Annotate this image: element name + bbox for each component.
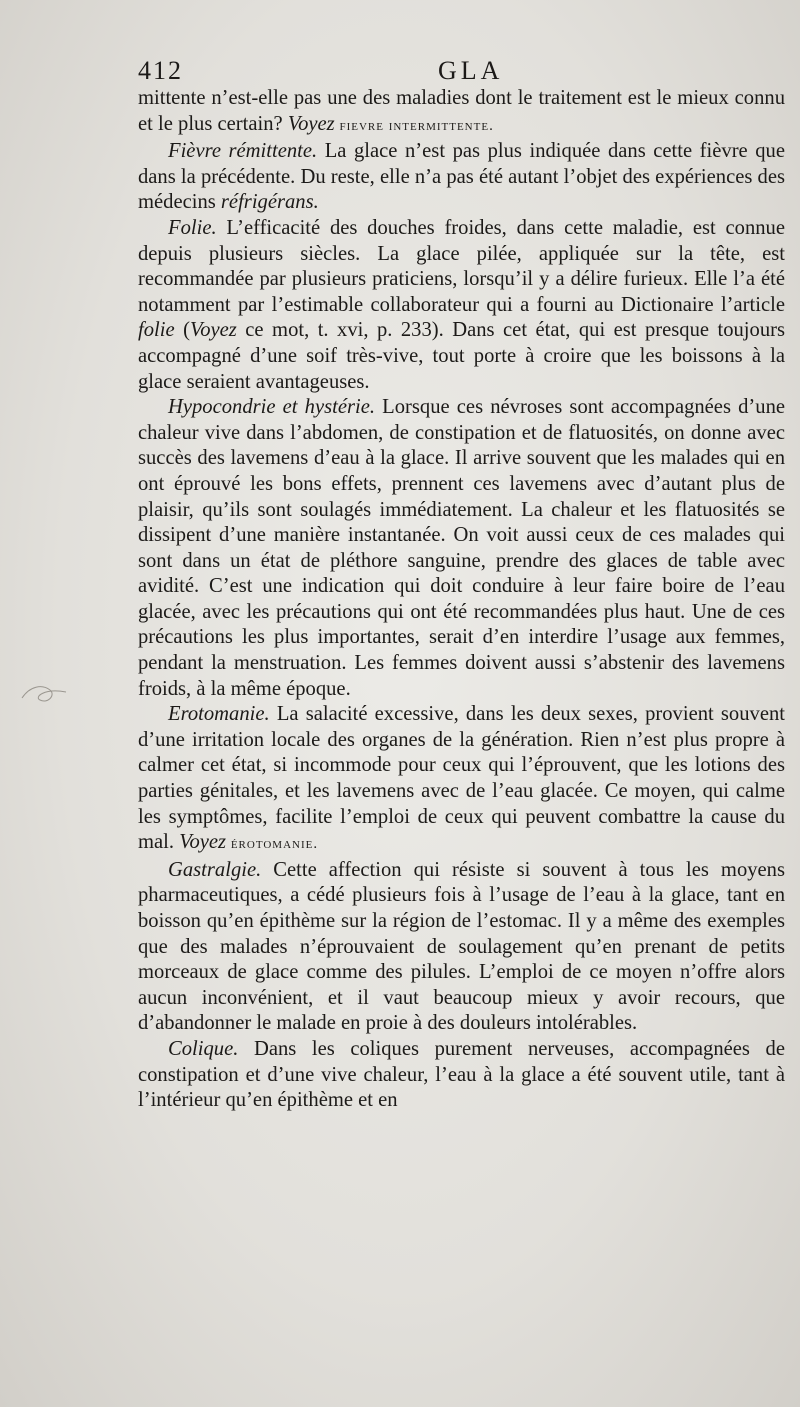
small-caps-text: fievre intermittente. (334, 117, 494, 134)
page-header (138, 56, 788, 86)
italic-text: Voyez (287, 112, 335, 135)
italic-text: Gastralgie. (168, 858, 262, 881)
margin-pencil-mark (20, 680, 70, 710)
paragraph (138, 1037, 785, 1114)
paragraph (138, 858, 785, 1037)
small-caps-text: érotomanie. (226, 836, 319, 853)
italic-text: Hypocondrie et hystérie. (168, 396, 376, 419)
page-body (138, 86, 785, 1114)
text-run: Cette affection qui résiste si souvent à tous les moyens pharmaceutiques, a cédé plusieurs fois à l’usage de l’eau à la glace, tant en boisson qu’en épithème sur la région de l’estomac. Il y a même des exemples que des malades n’éprouvaient de soulagement qu’en prenant de petits morceaux de glace comme des pilules. L’emploi de ce moyen n’offre alors aucun inconvénient, et il vaut beaucoup mieux y avoir recours, que d’abandonner le malade en proie à des douleurs intolérables. (138, 858, 785, 1035)
text-run: mittente n’est-elle pas une des maladies dont le traitement est le mieux connu et le plus certain? (138, 87, 785, 135)
text-run: Lorsque ces névroses sont accompagnées d’une chaleur vive dans l’abdomen, de constipation et de flatuosités, on donne avec succès des lavemens d’eau à la glace. Il arrive souvent que les malades qui en ont éprouvé les bons effets, prennent ces lavemens avec d’autant plus de plaisir, qu’ils sont soulagés immédiatement. La chaleur et les flatuosités se dissipent d’une manière instantanée. On voit aussi ceux de ces malades qui sont dans un état de pléthore sanguine, prendre des glaces de table avec avidité. C’est une indication qui doit conduire à leur faire boire de l’eau glacée, avec les précautions qui ont été recommandées plus haut. Une de ces précautions les plus importantes, serait d’en interdire l’usage aux femmes, pendant la menstruation. Les femmes doivent aussi s’abstenir des lavemens froids, à la même époque. (138, 396, 786, 700)
paragraph (138, 702, 785, 858)
italic-text: folie (138, 319, 175, 342)
text-run: La glace n’est pas plus indiquée dans cette fièvre que dans la précédente. Du reste, elle n’a pas été autant l’objet des expériences des médecins (138, 140, 785, 214)
italic-text: Folie. (168, 216, 217, 239)
text-run: ( (174, 319, 190, 342)
italic-text: Voyez (179, 831, 227, 854)
running-title: GLA (438, 56, 504, 85)
text-run: La salacité excessive, dans les deux sexes, provient souvent d’une irritation locale des organes de la génération. Rien n’est plus propre à calmer cet état, si incommode pour ceux qui l’éprouvent, que les lotions des parties génitales, et les lavemens avec de l’eau glacée. Ce moyen, qui calme les symptômes, facilite l’emploi de ceux qui peuvent combattre la cause du mal. (138, 703, 785, 854)
text-run: L’efficacité des douches froides, dans cette maladie, est connue depuis plusieurs siècles. La glace pilée, appliquée sur la tête, est recommandée par plusieurs praticiens, lorsqu’il y a délire furieux. Elle l’a été notamment par l’estimable collaborateur qui a fourni au Dictionaire l’article (138, 216, 785, 316)
text-run: Dans les coliques purement nerveuses, accompagnées de constipation et d’une vive chaleur, l’eau à la glace a été souvent utile, tant à l’intérieur qu’en épithème et en (138, 1037, 785, 1112)
page-number: 412 (138, 56, 183, 85)
italic-text: Erotomanie. (168, 703, 270, 726)
paragraph (138, 139, 785, 216)
italic-text: Fièvre rémittente. (168, 140, 318, 163)
paragraph (138, 395, 785, 702)
paragraph (138, 86, 785, 139)
italic-text: réfrigérans. (220, 191, 319, 214)
italic-text: Colique. (168, 1037, 239, 1060)
italic-text: Voyez (189, 319, 237, 342)
paragraph (138, 216, 785, 395)
text-run: ce mot, t. xvi, p. 233). Dans cet état, qui est presque toujours accompagné d’une soif très-vive, tout porte à croire que les boissons à la glace seraient avantageuses. (138, 319, 785, 393)
